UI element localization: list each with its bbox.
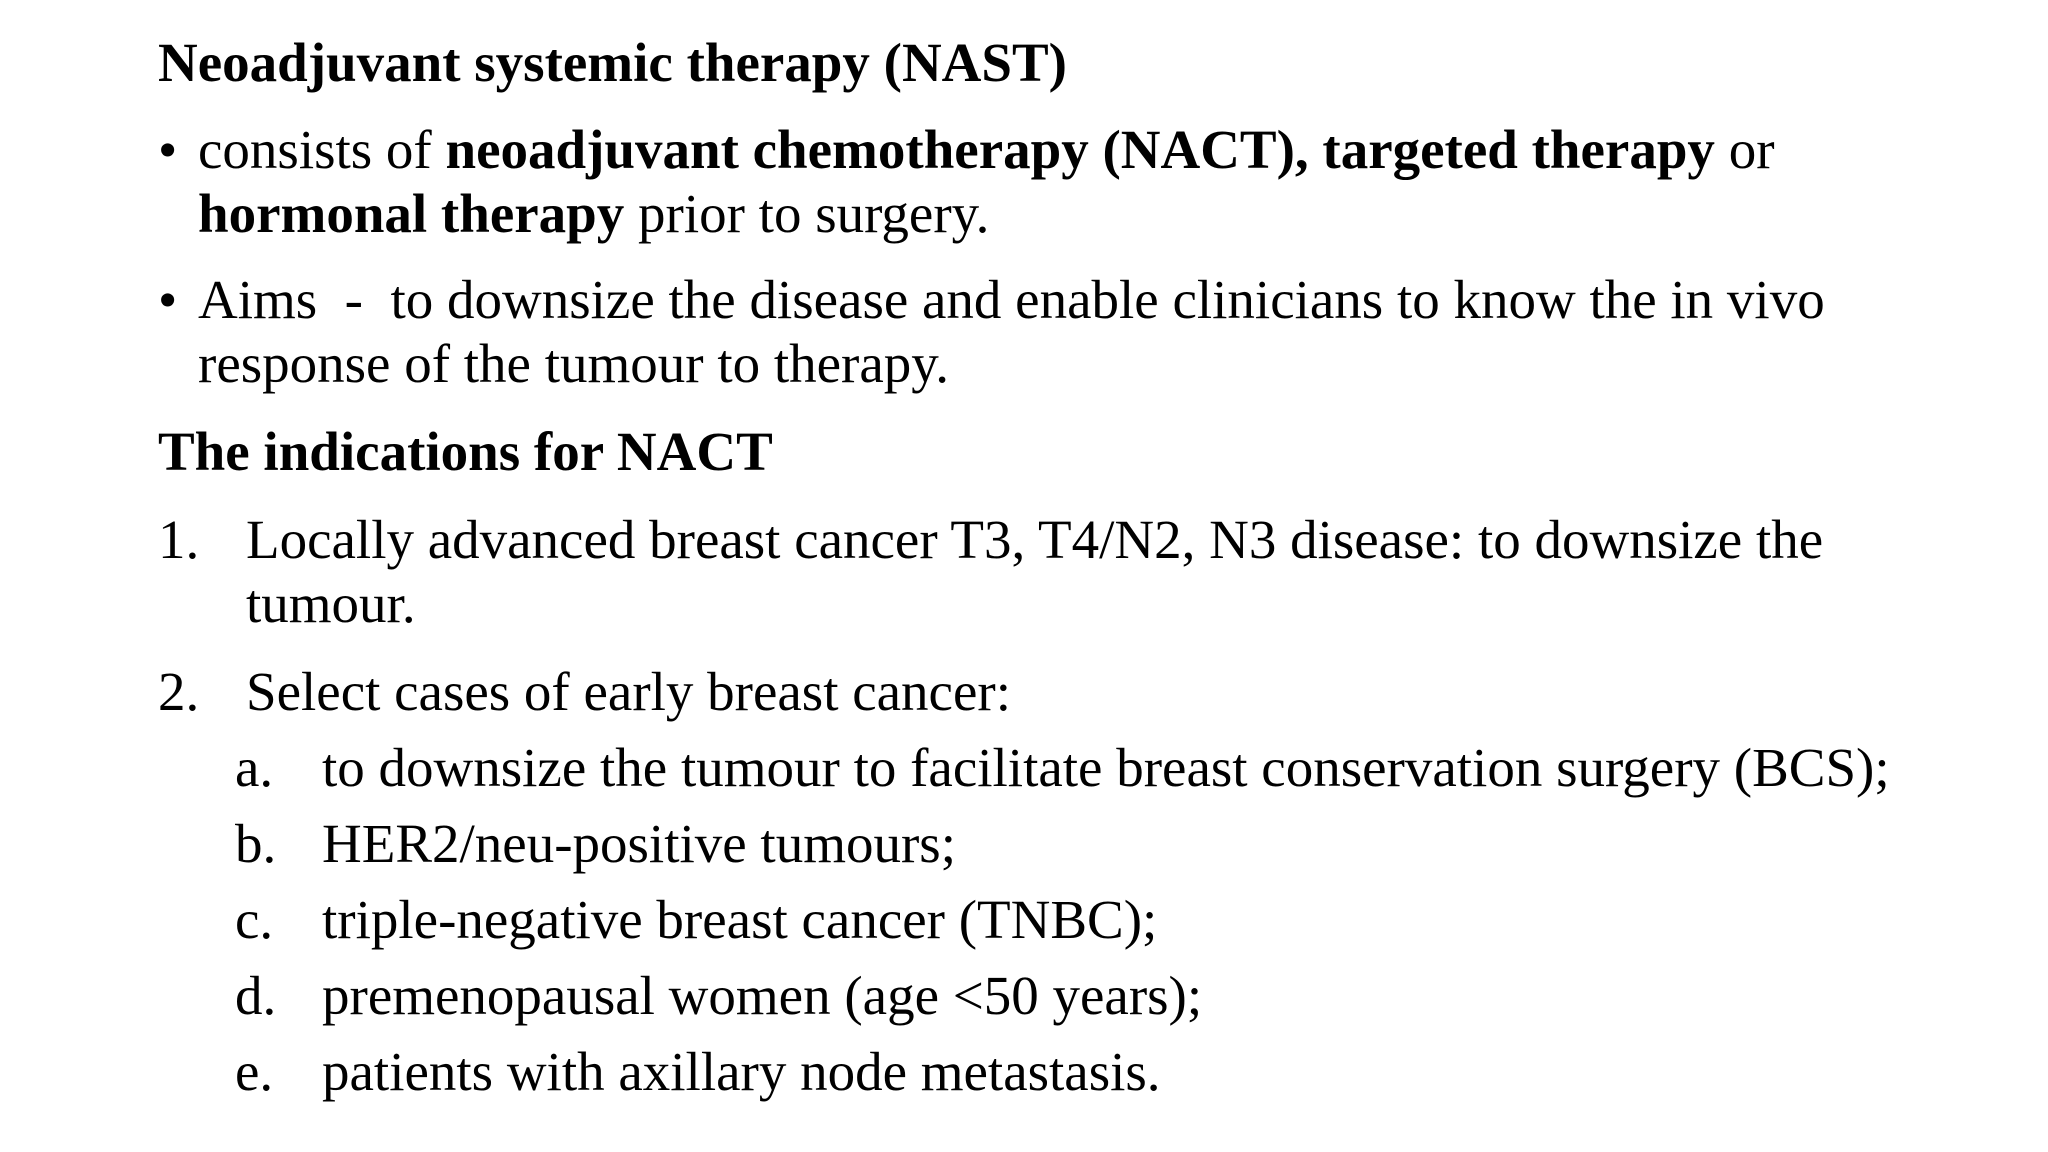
sub-list-text: premenopausal women (age <50 years); xyxy=(322,965,1203,1026)
list-text: Select cases of early breast cancer: xyxy=(246,661,1011,722)
sub-list-letter: a. xyxy=(235,737,274,798)
bullet-text: Aims - to downsize the disease and enable clinicians to know the in vivo response of the tumour to therapy. xyxy=(198,269,1839,394)
list-number: 1. xyxy=(158,509,200,570)
sub-list-letter: b. xyxy=(235,813,277,874)
sub-item-c xyxy=(235,888,2048,952)
sub-list-text: HER2/neu-positive tumours; xyxy=(322,813,956,874)
sub-list-text: to downsize the tumour to facilitate breast conservation surgery (BCS); xyxy=(322,737,1890,798)
sub-list-letter: e. xyxy=(235,1041,274,1102)
bullet-text-part: consists of xyxy=(198,119,446,180)
heading-indications: The indications for NACT xyxy=(158,421,773,482)
bullet-item-aims xyxy=(158,268,2018,396)
bullet-text-part: prior to surgery. xyxy=(624,183,990,244)
bullet-item-consists xyxy=(158,118,2018,246)
sub-item-b xyxy=(235,812,2048,876)
sub-list-letter: d. xyxy=(235,965,277,1026)
bullet-glyph: • xyxy=(158,269,178,330)
sub-list-text: patients with axillary node metastasis. xyxy=(322,1041,1161,1102)
sub-list-text: triple-negative breast cancer (TNBC); xyxy=(322,889,1158,950)
numbered-item-1 xyxy=(158,508,2018,636)
sub-list-letter: c. xyxy=(235,889,274,950)
sub-item-d xyxy=(235,964,2048,1028)
bullet-text xyxy=(198,118,2018,246)
bullet-glyph: • xyxy=(158,119,178,180)
sub-item-e xyxy=(235,1040,2048,1104)
sub-item-a xyxy=(235,736,2048,800)
bullet-bold-hormonal: hormonal therapy xyxy=(198,183,625,244)
list-number: 2. xyxy=(158,661,200,722)
bullet-text-part: or xyxy=(1714,119,1775,180)
heading-nast: Neoadjuvant systemic therapy (NAST) xyxy=(158,32,1067,93)
numbered-item-2 xyxy=(158,660,2018,724)
list-text: Locally advanced breast cancer T3, T4/N2, N3 disease: to downsize the tumour. xyxy=(246,509,1824,634)
bullet-bold-nact-targeted: neoadjuvant chemotherapy (NACT), targeted therapy xyxy=(445,119,1715,180)
